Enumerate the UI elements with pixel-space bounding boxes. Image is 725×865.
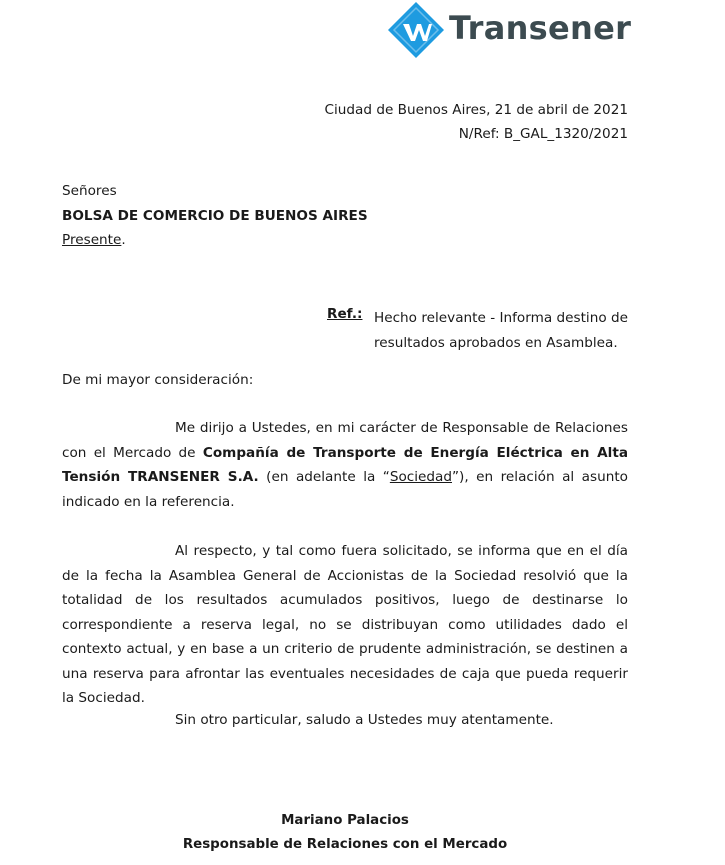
closing: Sin otro particular, saludo a Ustedes muy atentamente.: [175, 712, 554, 728]
brand-name: Transener: [449, 9, 632, 47]
ref-label: Ref.:: [327, 306, 363, 322]
signature-name: Mariano Palacios: [281, 813, 409, 828]
paragraph-1-part-1: Me dirijo a Ustedes, en mi carácter de Responsable de Relaciones con el Mercado de: [62, 420, 628, 461]
presente-punct: .: [121, 232, 126, 248]
recipient-salutation: Señores: [62, 183, 117, 199]
defined-term: Sociedad: [389, 469, 452, 485]
company-logo: [386, 0, 636, 64]
greeting: De mi mayor consideración:: [62, 372, 254, 388]
place-date: Ciudad de Buenos Aires, 21 de abril de 2021: [324, 102, 628, 118]
paragraph-1: [62, 416, 628, 514]
recipient-presente: [62, 232, 126, 248]
transener-diamond-logo-icon: [386, 0, 446, 60]
ref-text: Hecho relevante - Informa destino de resultados aprobados en Asamblea.: [374, 310, 628, 351]
presente-text: Presente: [62, 232, 122, 248]
paragraph-1-part-2: (en adelante la “: [258, 469, 390, 485]
paragraph-1-part-3: ”), en relación al asunto indicado en la referencia.: [62, 469, 628, 510]
company-name: Compañía de Transporte de Energía Eléctrica en Alta Tensión TRANSENER S.A.: [62, 444, 628, 485]
recipient-organization: BOLSA DE COMERCIO DE BUENOS AIRES: [62, 208, 368, 224]
signature-title: Responsable de Relaciones con el Mercado: [182, 837, 508, 852]
reference-number: N/Ref: B_GAL_1320/2021: [458, 126, 628, 142]
paragraph-2: [62, 539, 628, 711]
paragraph-2-text: Al respecto, y tal como fuera solicitado, se informa que en el día de la fecha la Asamblea General de Accionistas de la Sociedad resolvió que la totalidad de los resultados acumulados positivos, luego de destinarse lo correspondiente a reserva legal, no se distribuyan como utilidades dado el contexto actual, y en base a un criterio de prudente administración, se destinen a una reserva para afrontar las eventuales necesidades de caja que pueda requerir la Sociedad.: [62, 543, 628, 706]
